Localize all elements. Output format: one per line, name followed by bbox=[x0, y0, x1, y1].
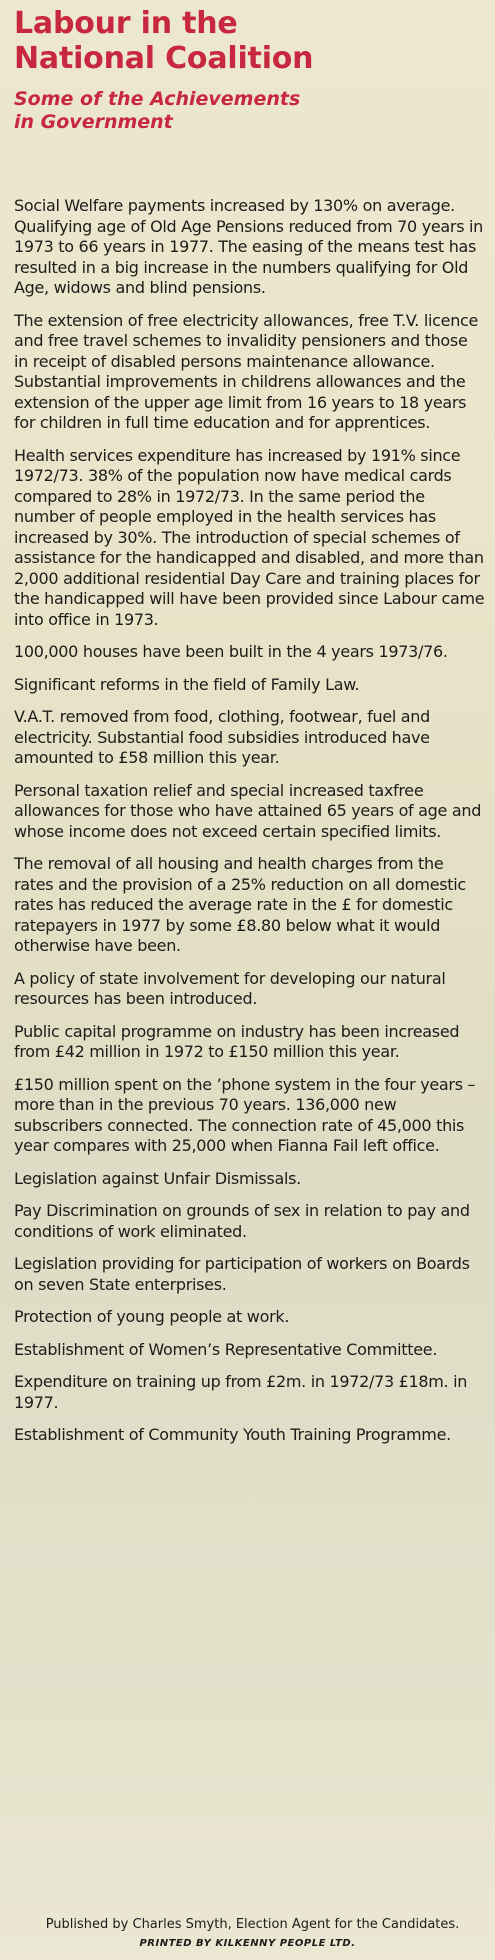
achievement-youth-training: Establishment of Community Youth Training Programme. bbox=[14, 1425, 451, 1444]
achievement-health-services: Health services expenditure has increased by 191% since 1972/73. 38% of the population now have medical cards compared to 28% in 1972/73. In the same period the number of people employed in the health services has increased by 30%. The introduction of special schemes of assistance for the handicapped and disabled, and more than 2,000 additional residential Day Care and training places for the handicapped will have been provided since Labour came into office in 1973. bbox=[14, 445, 485, 629]
achievement-unfair-dismissals: Legislation against Unfair Dismissals. bbox=[14, 1168, 301, 1188]
achievement-womens-committee: Establishment of Women’s Representative Committee. bbox=[14, 1339, 438, 1359]
leaflet-header bbox=[14, 6, 485, 134]
published-by-line: Published by Charles Smyth, Election Agent for the Candidates. bbox=[45, 1917, 460, 1932]
achievement-housing: 100,000 houses have been built in the 4 years 1973/76. bbox=[14, 642, 448, 661]
achievement-worker-participation: Legislation providing for participation of workers on Boards on seven State enterprises. bbox=[14, 1254, 470, 1294]
achievement-social-welfare: Social Welfare payments increased by 130% on average. Qualifying age of Old Age Pensions reduced from 70 years in 1973 to 66 years in 1977. The easing of the means test has resulted in a big increase in the numbers qualifying for Old Age, widows and blind pensions. bbox=[14, 196, 484, 297]
subtitle-line-2: in Government bbox=[14, 111, 173, 133]
title-line-2: National Coalition bbox=[14, 41, 314, 76]
achievement-natural-resources: A policy of state involvement for developing our natural resources has been introduced. bbox=[14, 968, 446, 1008]
achievement-domestic-rates: The removal of all housing and health charges from the rates and the provision of a 25% reduction on all domestic rates has reduced the average rate in the £ for domestic ratepayers in 1977 by some £8.80 below what it would otherwise have been. bbox=[14, 854, 466, 955]
achievement-taxation-relief: Personal taxation relief and special increased taxfree allowances for those who have attained 65 years of age and whose income does not exceed certain specified limits. bbox=[14, 780, 482, 841]
achievement-capital-programme: Public capital programme on industry has been increased from £42 million in 1972 to £150 million this year. bbox=[14, 1021, 460, 1061]
leaflet-title bbox=[14, 6, 485, 76]
achievement-young-people: Protection of young people at work. bbox=[14, 1307, 290, 1326]
achievement-family-law: Significant reforms in the field of Family Law. bbox=[14, 674, 360, 694]
achievement-pay-discrimination: Pay Discrimination on grounds of sex in relation to pay and conditions of work eliminated. bbox=[14, 1201, 470, 1241]
title-line-1: Labour in the bbox=[14, 6, 238, 41]
achievement-phone-system: £150 million spent on the ’phone system in the four years – more than in the previous 70 years. 136,000 new subscribers connected. The connection rate of 45,000 this year compares with 25,000 when Fianna Fail left office. bbox=[14, 1074, 476, 1155]
leaflet-footer bbox=[0, 1917, 495, 1951]
subtitle-line-1: Some of the Achievements bbox=[14, 88, 301, 110]
achievement-vat: V.A.T. removed from food, clothing, footwear, fuel and electricity. Substantial food subsidies introduced have amounted to £58 million this year. bbox=[14, 707, 431, 767]
achievement-free-allowances: The extension of free electricity allowances, free T.V. licence and free travel schemes to invalidity pensioners and those in receipt of disabled persons maintenance allowance. Substantial improvements in childrens allowances and the extension of the upper age limit from 16 years to 18 years for children in full time education and for apprentices. bbox=[14, 310, 479, 432]
achievement-training-expenditure: Expenditure on training up from £2m. in 1972/73 £18m. in 1977. bbox=[14, 1372, 468, 1412]
achievements-list bbox=[14, 196, 485, 1446]
printed-by-line: PRINTED BY KILKENNY PEOPLE LTD. bbox=[139, 1938, 356, 1949]
leaflet-subtitle bbox=[14, 88, 485, 134]
